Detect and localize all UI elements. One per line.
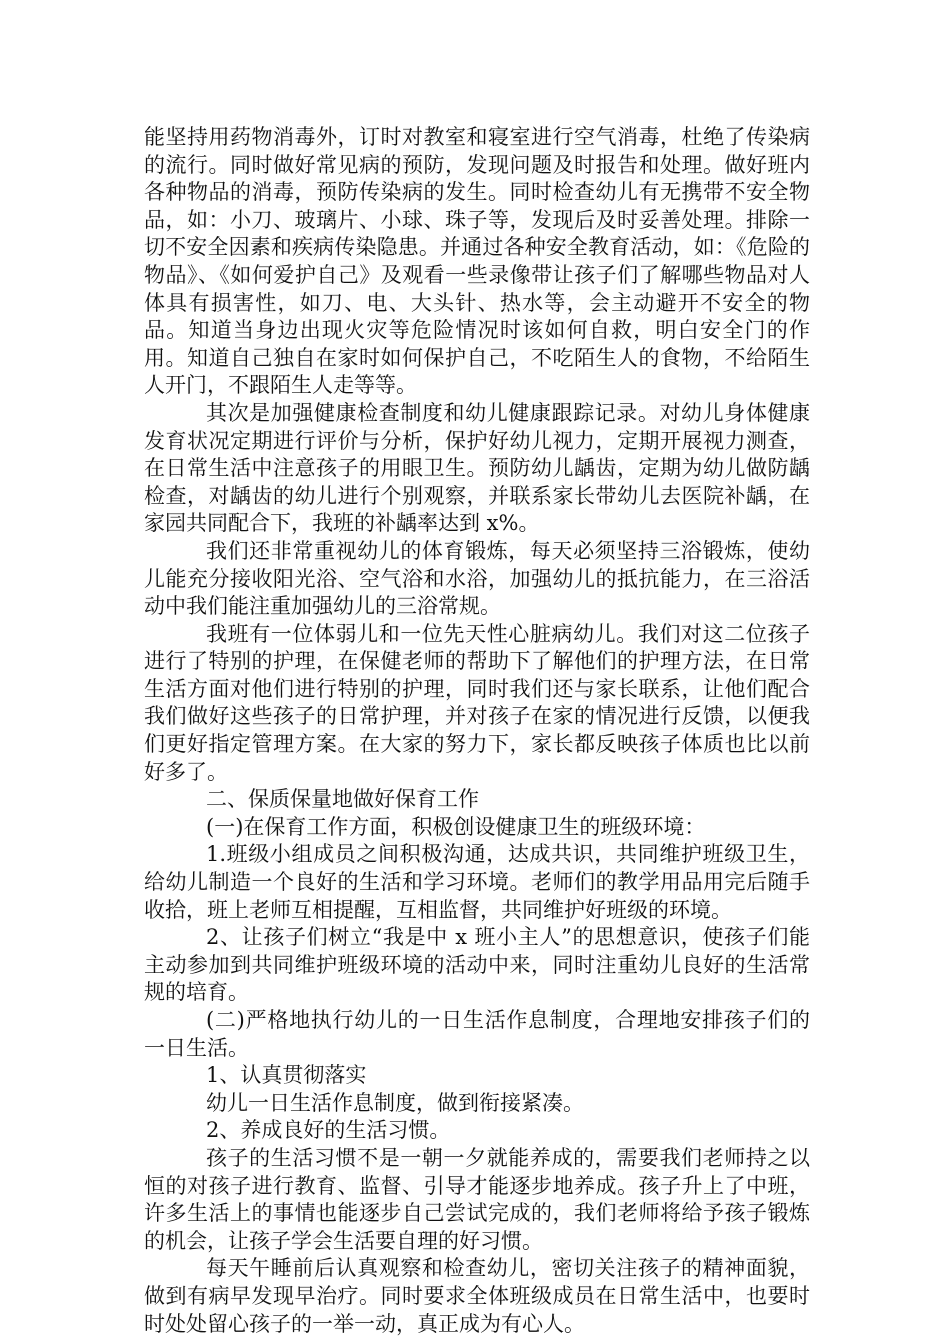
document-body [144,124,810,1338]
paragraph-5: 幼儿一日生活作息制度，做到衔接紧凑。 [206,1090,584,1115]
paragraph-6: 孩子的生活习惯不是一朝一夕就能养成的，需要我们老师持之以恒的对孩子进行教育、监督、引导才能逐步地养成。孩子升上了中班，许多生活上的事情也能逐步自己尝试完成的，我们老师将给予孩子锻炼的机会，让孩子学会生活要自理的好习惯。 [144,1145,810,1253]
item-heading-2: 2、养成良好的生活习惯。 [206,1118,451,1143]
paragraph-3: 我们还非常重视幼儿的体育锻炼，每天必须坚持三浴锻炼，使幼儿能充分接收阳光浴、空气浴和水浴，加强幼儿的抵抗能力，在三浴活动中我们能注重加强幼儿的三浴常规。 [144,538,810,619]
paragraph-4: 我班有一位体弱儿和一位先天性心脏病幼儿。我们对这二位孩子进行了特别的护理，在保健老师的帮助下了解他们的护理方法，在日常生活方面对他们进行特别的护理，同时我们还与家长联系，让他们配合我们做好这些孩子的日常护理，并对孩子在家的情况进行反馈，以便我们更好指定管理方案。在大家的努力下，家长都反映孩子体质也比以前好多了。 [144,621,810,784]
section-heading-2: 二、保质保量地做好保育工作 [206,787,479,812]
paragraph-2: 其次是加强健康检查制度和幼儿健康跟踪记录。对幼儿身体健康发育状况定期进行评价与分析，保护好幼儿视力，定期开展视力测查，在日常生活中注意孩子的用眼卫生。预防幼儿龋齿，定期为幼儿做防龋检查，对龋齿的幼儿进行个别观察，并联系家长带幼儿去医院补龋，在家园共同配合下，我班的补龋率达到 x%。 [144,400,810,536]
paragraph-7: 每天午睡前后认真观察和检查幼儿，密切关注孩子的精神面貌，做到有病早发现早治疗。同时要求全体班级成员在日常生活中，也要时时处处留心孩子的一举一动，真正成为有心人。 [144,1256,810,1336]
paragraph-1: 能坚持用药物消毒外，订时对教室和寝室进行空气消毒，杜绝了传染病的流行。同时做好常见病的预防，发现问题及时报告和处理。做好班内各种物品的消毒，预防传染病的发生。同时检查幼儿有无携带不安全物品，如：小刀、玻璃片、小球、珠子等，发现后及时妥善处理。排除一切不安全因素和疾病传染隐患。并通过各种安全教育活动，如：《危险的物品》、《如何爱护自己》及观看一些录像带让孩子们了解哪些物品对人体具有损害性，如刀、电、大头针、热水等，会主动避开不安全的物品。知道当身边出现火灾等危险情况时该如何自救，明白安全门的作用。知道自己独自在家时如何保护自己，不吃陌生人的食物，不给陌生人开门，不跟陌生人走等等。 [144,125,810,398]
subsection-heading-2: (二)严格地执行幼儿的一日生活作息制度，合理地安排孩子们的一日生活。 [144,1008,810,1060]
paragraph-item-1: 1.班级小组成员之间积极沟通，达成共识，共同维护班级卫生，给幼儿制造一个良好的生活和学习环境。老师们的教学用品用完后随手收拾，班上老师互相提醒，互相监督，共同维护好班级的环境。 [144,842,810,922]
item-heading-1: 1、认真贯彻落实 [206,1063,367,1088]
subsection-heading-1: (一)在保育工作方面，积极创设健康卫生的班级环境： [206,814,706,839]
paragraph-item-2: 2、让孩子们树立“我是中 x 班小主人”的思想意识，使孩子们能主动参加到共同维护班级环境的活动中来，同时注重幼儿良好的生活常规的培育。 [144,925,810,1005]
